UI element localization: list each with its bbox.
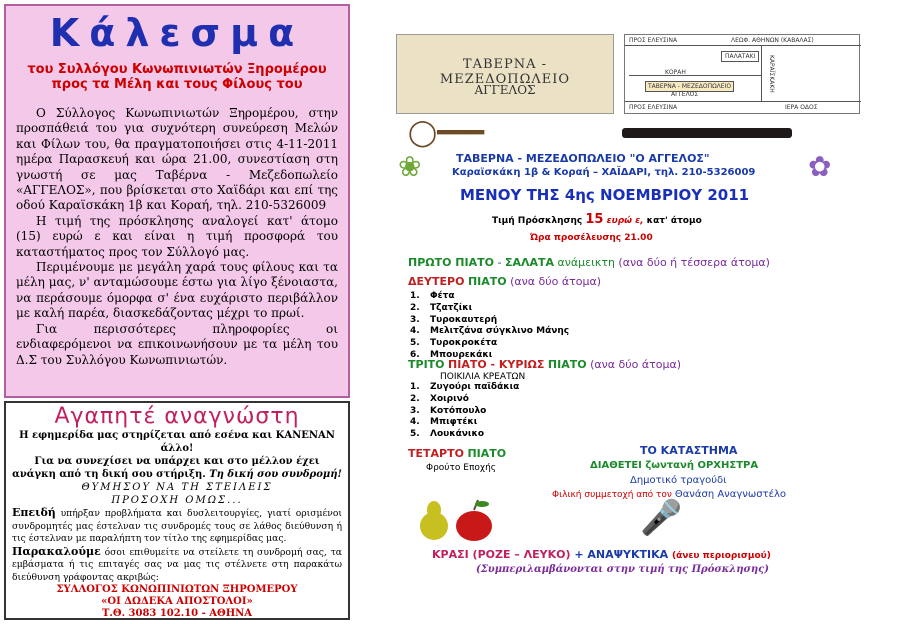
- shop-guest-label: Φιλική συμμετοχή από τον: [552, 490, 672, 500]
- invitation-title: Κάλεσμα: [49, 11, 305, 55]
- list-item: 2. Χοιρινό: [410, 393, 469, 404]
- invitation-paragraph: Ο Σύλλογος Κωνωπινιωτών Ξηρομέρου, στην προσπάθειά του για συχνότερη συνεύρεση Μελών και Φίλων του, θα πραγματοποιήσει στις 4-11-2011 ημέρα Παρασκευή και ώρα 21.00, συνεστίαση στη γνωστή σε μας Ταβέρνα - Μεζεδοπωλείο «ΑΓΓΕΛΟΣ», που βρίσκεται στο Χαϊδάρι και επί της οδού Καραϊσκάκη 1β και Κοραή, τηλ. 210-5326009: [16, 106, 338, 213]
- invitation-paragraph: Για περισσότερες πληροφορίες οι ενδιαφερόμενοι να επικοινωνήσουν με τα μέλη του Δ.Σ του Συλλόγου Κωνωπινιωτών.: [16, 321, 338, 367]
- invitation-subtitle-1: του Συλλόγου Κωνωπινιωτών Ξηρομέρου: [27, 62, 327, 77]
- address-line: Τ.Θ. 3083 102.10 - ΑΘΗΝΑ: [101, 608, 253, 619]
- list-item: 4. Μπιφτέκι: [410, 417, 478, 428]
- course-fourth: [408, 447, 506, 460]
- list-item: 6. Μπουρεκάκι: [410, 349, 493, 360]
- reader-paragraph-lead: Παρακαλούμε: [12, 544, 101, 558]
- clarinet-icon: [622, 128, 792, 138]
- invitation-box: [4, 4, 350, 398]
- course-label: ΔΕΥΤΕΡΟ: [408, 275, 465, 288]
- map-label: ΚΟΡΑΗ: [665, 69, 686, 76]
- list-item: 1. Φέτα: [410, 291, 455, 301]
- dessert: Φρούτο Εποχής: [426, 463, 497, 473]
- shop-orchestra: ΔΙΑΘΕΤΕΙ ζωντανή ΟΡΧΗΣΤΡΑ: [590, 460, 759, 471]
- course-third: [408, 358, 681, 371]
- map-label: ΑΓΓΕΛΟΣ: [671, 91, 699, 98]
- course-label: ΠΙΑΤΟ - ΚΥΡΙΩΣ: [448, 358, 545, 371]
- invitation-body: [16, 106, 338, 368]
- drinks-included-note: (Συμπεριλαμβάνονται στην τιμή της Πρόσκλησης): [476, 564, 769, 575]
- price-value: 15: [585, 212, 604, 227]
- map-label: ΠΡΟΣ ΕΛΕΥΣΙΝΑ: [629, 104, 678, 111]
- map-label: ΠΑΛΑΤΑΚΙ: [721, 51, 759, 62]
- course-dish: ΣΑΛΑΤΑ: [504, 256, 555, 269]
- price-label: Τιμή Πρόσκλησης: [492, 216, 583, 226]
- price-unit: ευρώ ε,: [606, 216, 644, 226]
- wine-label: ΚΡΑΣΙ (ΡΟΖΕ – ΛΕΥΚΟ): [432, 548, 571, 561]
- bouzouki-icon: ◯━━━: [408, 118, 485, 148]
- menu-title: ΜΕΝΟΥ ΤΗΣ 4ης ΝΟΕΜΒΡΙΟΥ 2011: [460, 186, 750, 204]
- course-portion: (ανα δύο ή τέσσερα άτομα): [618, 256, 770, 269]
- course-first: ΠΡΩΤΟ ΠΙΑΤΟ - ΣΑΛΑΤΑ ανάμεικτη (ανα δύο ή τέσσερα άτομα): [408, 256, 770, 269]
- taverna-name: ΤΑΒΕΡΝΑ - ΜΕΖΕΔΟΠΩΛΕΙΟ "Ο ΑΓΓΕΛΟΣ": [456, 152, 710, 165]
- list-item: 5. Λουκάνικο: [410, 429, 485, 440]
- map-label: ΠΡΟΣ ΕΛΕΥΣΙΝΑ: [629, 37, 678, 44]
- list-item: 4. Μελιτζάνα σύγκλινο Μάνης: [410, 326, 570, 337]
- map-road: [761, 45, 762, 101]
- drinks-unlimited: (άνευ περιορισμού): [671, 551, 771, 561]
- reader-paragraph: [12, 546, 342, 585]
- reader-paragraph: [12, 507, 342, 546]
- map-road: [625, 101, 861, 102]
- reader-reminder: ΘΥΜΗΣΟΥ ΝΑ ΤΗ ΣΤΕΙΛΕΙΣ: [81, 482, 273, 493]
- course-label: ΠΙΑΤΟ: [547, 358, 587, 371]
- flower-icon: ✿: [808, 150, 832, 183]
- map-label: ΙΕΡΑ ΟΔΟΣ: [785, 104, 818, 111]
- course-label: ΤΡΙΤΟ: [408, 358, 445, 371]
- map-label: ΚΑΡΑΪΣΚΑΚΗ: [768, 55, 775, 93]
- reader-paragraph-text: υπήρξαν προβλήματα και δυσλειτουργίες, γιατί ορισμένοι συνδρομητές μας έστελναν τις συνδρομές τους σε λάθος διεύθυνση ή τις έστελναν με παραλήπτη τον τίτλο της εφημερίδας μας.: [12, 508, 342, 544]
- reader-paragraph-lead: Επειδή: [12, 506, 56, 519]
- second-course-list: [410, 291, 569, 362]
- taverna-logo: [396, 34, 614, 114]
- course-label: ΤΕΤΑΡΤΟ: [408, 447, 464, 460]
- drinks-line: [432, 548, 771, 561]
- taverna-address: Καραϊσκάκη 1β & Κοραή – ΧΑΪΔΑΡΙ, τηλ. 210-5326009: [452, 167, 756, 178]
- course-label: ΠΙΑΤΟ: [467, 275, 507, 288]
- logo-text: ΑΓΓΕΛΟΣ: [474, 83, 536, 97]
- list-item: 3. Τυροκαυτερή: [410, 314, 498, 325]
- invitation-paragraph: Περιμένουμε με μεγάλη χαρά τους φίλους και τα μέλη μας, ν' ανταμώσουμε έστω για λίγο ξένοιαστα, να περάσουμε όμορφα σ' ένα ευχάριστο περιβάλλον με καλή παρέα, διασκεδάζοντας μέχρι το πρωί.: [16, 260, 338, 321]
- list-item: 1. Ζυγούρι παϊδάκια: [410, 382, 520, 392]
- course-portion: (ανα δύο άτομα): [510, 275, 602, 288]
- reader-line-text: Για να συνεχίσει να υπάρχει και στο μέλλον έχει ανάγκη από τη δική σου στήριξη.: [12, 456, 320, 480]
- invitation-paragraph: Η τιμή της πρόσκλησης αναλογεί κατ' άτομο (15) ευρώ ε και είναι η τιμή προσφορά του καταστήματος προς τον Σύλλογό μας.: [16, 213, 338, 259]
- course-label: ΠΡΩΤΟ ΠΙΑΤΟ: [408, 256, 494, 269]
- list-item: 5. Τυροκροκέτα: [410, 338, 498, 349]
- invitation-subtitle-2: προς τα Μέλη και τους Φίλους του: [51, 77, 303, 92]
- price-per: κατ' άτομο: [646, 216, 702, 226]
- shop-guest-name: Θανάση Αναγνωστέλο: [674, 489, 787, 500]
- map-label: ΛΕΩΦ. ΑΘΗΝΩΝ (ΚΑΒΑΛΑΣ): [731, 37, 814, 44]
- arrival-time: Ώρα προσέλευσης 21.00: [530, 233, 653, 243]
- fruit-icon: [416, 498, 508, 542]
- soft-drinks-label: + ΑΝΑΨΥΚΤΙΚΑ: [574, 548, 669, 561]
- logo-text: ΤΑΒΕΡΝΑ - ΜΕΖΕΔΟΠΩΛΕΙΟ: [439, 57, 571, 87]
- reader-line: [12, 455, 342, 481]
- reader-attention: ΠΡΟΣΟΧΗ ΟΜΩΣ...: [111, 495, 243, 506]
- course-dish-detail: ανάμεικτη: [557, 256, 615, 269]
- shop-heading: ΤΟ ΚΑΤΑΣΤΗΜΑ: [640, 444, 738, 457]
- course-portion: (ανα δύο άτομα): [590, 358, 681, 371]
- location-map: [624, 34, 860, 114]
- course-second: [408, 275, 601, 288]
- address-line: «ΟΙ ΔΩΔΕΚΑ ΑΠΟΣΤΟΛΟΙ»: [101, 596, 253, 607]
- reader-notice-title: Αγαπητέ αναγνώστη: [54, 404, 300, 429]
- microphone-hand-icon: 🎤: [640, 498, 683, 538]
- invitation-price: [492, 212, 702, 227]
- reader-line: Η εφημερίδα μας στηρίζεται από εσένα και ΚΑΝΕΝΑΝ άλλο!: [19, 430, 335, 454]
- map-road: [629, 75, 761, 76]
- list-item: 2. Τζατζίκι: [410, 302, 473, 313]
- shop-music: Δημοτικό τραγούδι: [630, 475, 727, 486]
- meat-platter-label: ΠΟΙΚΙΛΙΑ ΚΡΕΑΤΩΝ: [440, 372, 526, 382]
- reader-paragraph-text: όσοι επιθυμείτε να στείλετε τη συνδρομή σας, τα εμβάσματα ή τις επιταγές σας να μας τις στέλνετε στη παρακάτω διεύθυνση γράφοντας ακριβώς:: [12, 546, 342, 583]
- reader-line-emphasis: Τη δική σου συνδρομή!: [209, 469, 342, 480]
- map-road: [625, 45, 861, 46]
- third-course-list: [410, 382, 519, 441]
- list-item: 3. Κοτόπουλο: [410, 405, 487, 416]
- course-label: ΠΙΑΤΟ: [467, 447, 507, 460]
- address-line: ΣΥΛΛΟΓΟΣ ΚΩΝΩΠΙΝΙΩΤΩΝ ΞΗΡΟΜΕΡΟΥ: [56, 584, 298, 595]
- map-label: ΤΑΒΕΡΝΑ - ΜΕΖΕΔΟΠΩΛΕΙΟ: [645, 81, 734, 92]
- flower-icon: ❀: [398, 150, 422, 183]
- reader-notice-box: [4, 401, 350, 620]
